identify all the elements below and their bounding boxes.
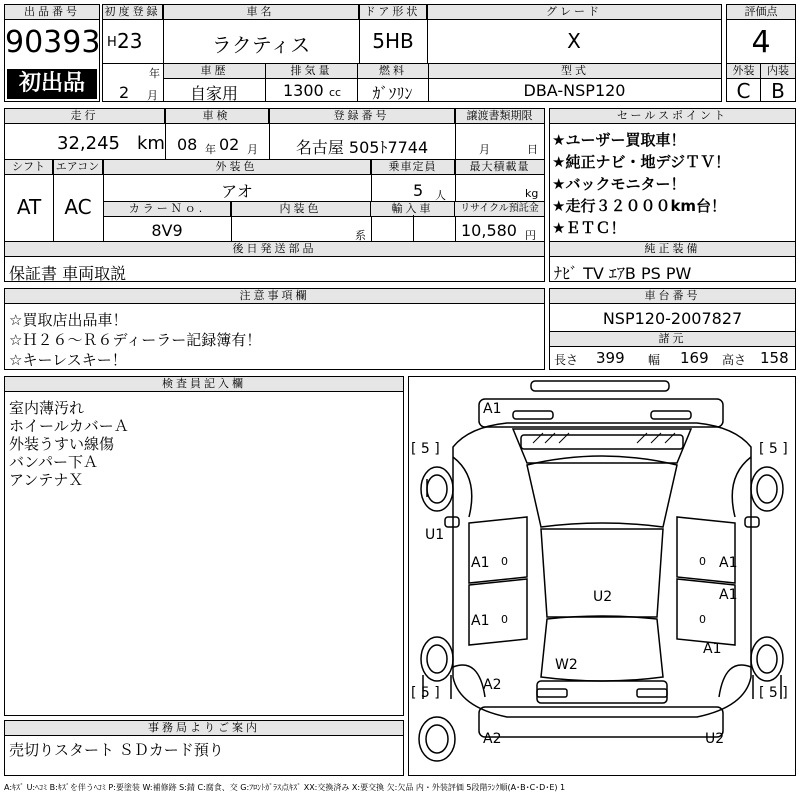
tire-label-rear-right: [ 5 ] [759, 685, 788, 701]
shift-value: AT [16, 195, 42, 219]
mark-right-front-door: A1 [719, 555, 738, 571]
recycle-value: 10,580 [461, 221, 517, 240]
interior-score-header: 内装 [761, 64, 795, 79]
zero-mark-3: 0 [501, 613, 508, 626]
office-value: 売切りスタート ＳＤカード預り [9, 741, 224, 759]
inspector-note-3: 外装うすい線傷 [9, 435, 115, 453]
first-reg-month: 2 [119, 83, 130, 102]
dimensions-header: 諸元 [550, 332, 795, 347]
displacement-unit: cc [329, 86, 342, 99]
mark-left-rear-door: A1 [471, 613, 490, 629]
displacement-header: 排気量 [266, 64, 358, 79]
vehicle-info-mid [4, 108, 545, 282]
first-reg-era: H [107, 35, 117, 50]
inspector-box [4, 376, 404, 716]
door-header: ドア形状 [359, 5, 427, 20]
exterior-score: C [736, 79, 751, 103]
ext-color-value: アオ [221, 182, 253, 201]
inspection-month: 02 [219, 135, 240, 154]
inspector-note-2: ホイールカバーＡ [9, 417, 129, 435]
office-box [4, 720, 404, 776]
mileage-value: 32,245 [57, 133, 120, 154]
sales-point-3: ★バックモニター！ [552, 175, 686, 193]
genuine-equipment-header: 純正装備 [550, 242, 795, 257]
sales-point-4: ★走行３２０００km台！ [552, 197, 727, 215]
recycle-header: リサイクル預託金 [455, 202, 544, 217]
damage-diagram [408, 376, 796, 776]
inspector-header: 検査員記入欄 [5, 377, 403, 392]
mark-left-front-door: A1 [471, 555, 490, 571]
notes-box [4, 288, 545, 370]
height-label: 高さ [722, 353, 747, 367]
grade-header: グレード [427, 5, 721, 20]
car-name-value: ラクティス [211, 33, 311, 57]
chassis-box [549, 288, 796, 370]
mark-front-bumper: A1 [483, 401, 502, 417]
first-reg-year-unit: 年 [149, 67, 160, 80]
width-label: 幅 [648, 353, 661, 367]
mark-right-rear-quarter: A1 [703, 641, 722, 657]
score-box [726, 4, 796, 102]
import-header: 輸入車 [371, 202, 455, 217]
capacity-unit: 人 [435, 189, 446, 202]
first-reg-month-unit: 月 [147, 89, 158, 102]
interior-score: B [771, 79, 785, 103]
inspector-note-4: バンパー下Ａ [9, 453, 98, 471]
legend-text: A:ｷｽﾞ U:ﾍｺﾐ B:ｷｽﾞを伴うﾍｺﾐ P:要塗装 W:補修跡 S:錆 C:腐食、交 G:ﾌﾛﾝﾄｶﾞﾗｽ点ｷｽﾞ XX:交換済み X:要交換 欠:欠品 内・外装評価 5段階ﾗﾝｸ順(A･B･C･D･E) 1 [4, 783, 566, 792]
sales-point-2: ★純正ナビ・地デジＴＶ！ [552, 153, 731, 171]
color-no-value: 8V9 [151, 221, 183, 240]
inspector-note-1: 室内薄汚れ [9, 399, 85, 417]
first-reg-header: 初度登録 [103, 5, 163, 20]
inspection-header: 車検 [165, 109, 269, 124]
length-label: 長さ [554, 353, 579, 367]
mark-roof: U2 [593, 589, 613, 605]
car-name-header: 車名 [163, 5, 359, 20]
history-value: 自家用 [189, 84, 238, 103]
fuel-value: ｶﾞｿﾘﾝ [372, 84, 413, 103]
int-color-unit: 系 [355, 229, 366, 242]
color-no-header: カラーＮｏ. [104, 202, 231, 217]
tire-label-front-right: [ 5 ] [759, 441, 788, 457]
capacity-value: 5 [413, 181, 424, 200]
first-listing-badge: 初出品 [7, 69, 97, 99]
inspection-month-unit: 月 [247, 143, 258, 156]
note-3: ☆キーレスキー！ [9, 351, 127, 369]
max-load-header: 最大積載量 [455, 160, 544, 175]
grade-value: X [567, 29, 581, 53]
mark-left-rear-quarter: A2 [483, 677, 502, 693]
tire-label-front-left: [ 5 ] [411, 441, 440, 457]
max-load-unit: kg [525, 187, 539, 200]
notes-header: 注意事項欄 [5, 289, 544, 304]
sales-points-box [549, 108, 796, 282]
chassis-header: 車台番号 [550, 289, 795, 304]
transfer-month-unit: 月 [479, 143, 490, 156]
note-2: ☆Ｈ２６～Ｒ６ディーラー記録簿有！ [9, 331, 262, 349]
history-header: 車歴 [164, 64, 266, 79]
zero-mark-2: 0 [699, 555, 706, 568]
exterior-score-header: 外装 [727, 64, 761, 79]
later-parts-header: 後日発送部品 [5, 242, 544, 257]
inspector-note-5: アンテナＸ [9, 471, 84, 489]
mileage-unit: km [137, 133, 165, 154]
model-type-header: 型式 [429, 64, 721, 79]
ext-color-header: 外装色 [103, 160, 371, 175]
door-value: 5HB [372, 29, 414, 53]
zero-mark-4: 0 [699, 613, 706, 626]
sales-point-1: ★ユーザー買取車！ [552, 131, 686, 149]
lot-box [4, 4, 100, 102]
mark-right-rear-door: A1 [719, 587, 738, 603]
transfer-day-unit: 日 [527, 143, 538, 156]
note-1: ☆買取店出品車！ [9, 311, 128, 329]
capacity-header: 乗車定員 [371, 160, 455, 175]
registration-header: 登録番号 [269, 109, 455, 124]
car-outline [409, 377, 795, 775]
fuel-header: 燃料 [358, 64, 429, 79]
aircon-header: エアコン [53, 160, 103, 175]
vehicle-info-top [102, 4, 722, 102]
office-header: 事務局よりご案内 [5, 721, 403, 736]
mileage-header: 走行 [5, 109, 165, 124]
mark-rear-bumper-left: A2 [483, 731, 502, 747]
tire-label-rear-left: [ 5 ] [411, 685, 440, 701]
model-type-value: DBA-NSP120 [523, 81, 626, 100]
inspection-year: 08 [177, 135, 198, 154]
sales-points-header: セールスポイント [550, 109, 795, 124]
mark-left-fender: U1 [425, 527, 445, 543]
shift-header: シフト [5, 160, 53, 175]
first-reg-year: 23 [117, 29, 143, 53]
lot-number: 90393 [5, 25, 101, 60]
inspection-year-unit: 年 [205, 143, 216, 156]
int-color-header: 内装色 [231, 202, 371, 217]
score-header: 評価点 [727, 5, 795, 20]
chassis-value: NSP120-2007827 [602, 309, 743, 328]
score-value: 4 [751, 25, 771, 60]
width-value: 169 [680, 349, 709, 367]
displacement-value: 1300 [283, 81, 324, 100]
aircon-value: AC [64, 195, 92, 219]
height-value: 158 [760, 349, 789, 367]
later-parts-value: 保証書 車両取説 [9, 264, 127, 283]
genuine-equipment-value: ﾅﾋﾞ TV ｴｱB PS PW [554, 264, 692, 283]
mark-rear-window: W2 [555, 657, 578, 673]
zero-mark-1: 0 [501, 555, 508, 568]
mark-rear-bumper-right: U2 [705, 731, 725, 747]
registration-value: 名古屋 505ﾄ7744 [295, 138, 429, 157]
length-value: 399 [596, 349, 625, 367]
sales-point-5: ★ＥＴＣ！ [552, 219, 626, 237]
lot-header: 出品番号 [5, 5, 99, 20]
recycle-unit: 円 [525, 229, 536, 242]
transfer-deadline-header: 譲渡書類期限 [455, 109, 544, 124]
